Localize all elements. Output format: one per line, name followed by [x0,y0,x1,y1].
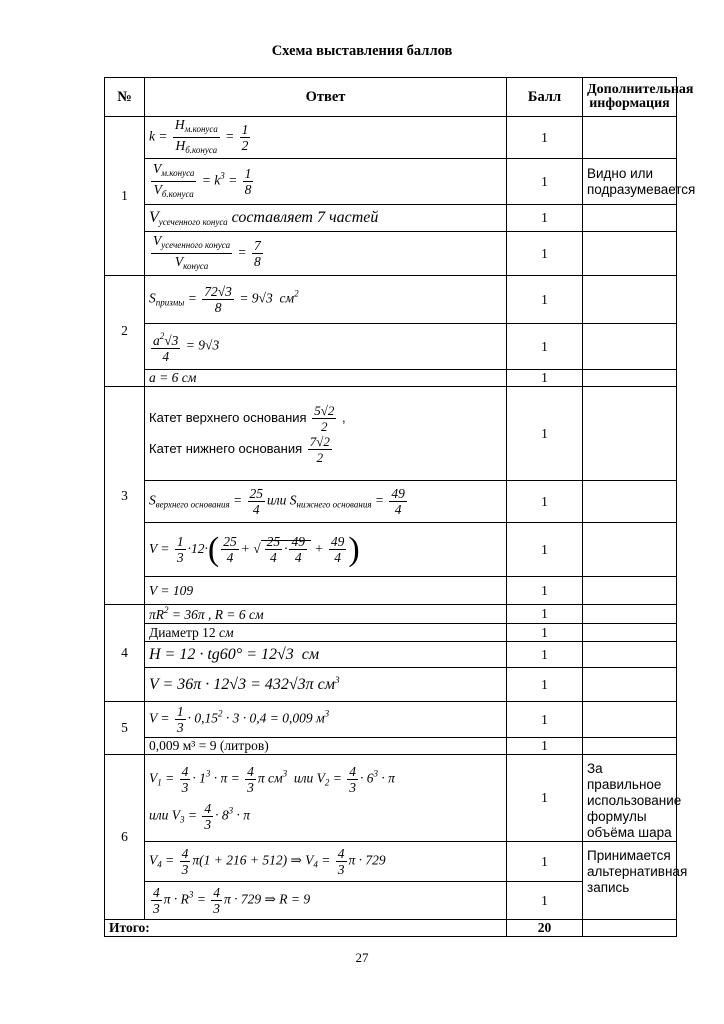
task1-row4 [105,232,677,276]
task1-info1 [583,117,677,159]
task4-unit3: см [301,645,320,663]
task3-info1 [583,387,677,481]
header-number: № [105,78,145,117]
header-score: Балл [507,78,583,117]
task5-score2: 1 [507,738,583,755]
task1-score2: 1 [507,159,583,205]
task1-score4: 1 [507,232,583,276]
header-answer: Ответ [145,78,507,117]
task1-score1: 1 [507,117,583,159]
task3-row1 [105,387,677,481]
task3-number: 3 [105,387,145,605]
task1-answer1: k = $\frac{H_{м.конуса}}{H_{б.конуса}}$ = $\frac{1}{2}$ [145,117,507,159]
task3-score1: 1 [507,387,583,481]
task2-score3: 1 [507,370,583,387]
task1-info3 [583,205,677,232]
page-number: 27 [355,950,369,965]
task2-answer3: a = 6 см [145,370,507,387]
task4-score1: 1 [507,605,583,624]
task4-answer2 [145,624,507,642]
task5-info1 [583,702,677,738]
task6-row2 [105,842,677,882]
task5-number: 5 [105,702,145,755]
task3-score3: 1 [507,523,583,577]
task2-info2 [583,324,677,370]
task6-answer1: $V_1$ = $\frac{4}{3}$ · $1^3 \cdot \pi$ = $\frac{4}{3}$ π $см^3$ или $V_2$ = $\frac{4}{3}$ · $6^3 \cdot \pi$ или $V_3$ = $\frac{4}{3}$ · $8^3 \cdot \pi$ [145,755,507,842]
task5-row2 [105,738,677,755]
header-row [105,78,677,117]
total-label: Итого: [105,920,507,937]
task4-score4: 1 [507,668,583,702]
task4-unit2: см [219,624,234,640]
task4-info2 [583,624,677,642]
task4-diameter-text: Диаметр 12 [149,624,216,640]
task1-info4 [583,232,677,276]
task2-number: 2 [105,276,145,387]
task6-answer3: $\frac{4}{3}$ $\pi \cdot R^3$ = $\frac{4}{3}$ π · 729 ⇒ R = 9 [145,882,507,920]
task2-answer1: $S_{призмы}$ = $\frac{72√3}{8}$ = 9√3 $см^2$ [145,276,507,324]
task3-score4: 1 [507,577,583,605]
task4-info4 [583,668,677,702]
scoring-table [104,77,696,937]
task4-answer3: H = 12 · tg60° = 12√3 см [145,642,507,668]
task4-info3 [583,642,677,668]
task1-row1 [105,117,677,159]
task6-answer2: $V_4$ = $\frac{4}{3}$ π(1 + 216 + 512) ⇒ $V_4$ = $\frac{4}{3}$ π · 729 [145,842,507,882]
task2-info3 [583,370,677,387]
task6-score2: 1 [507,842,583,882]
task6-info1: За правильное использование формулы объёма шара [583,755,677,842]
task1-answer3: $V_{усеченного конуса}$ составляет 7 частей [145,205,507,232]
task3-leg-upper-label: Катет верхнего основания [149,409,307,425]
task1-row3 [105,205,677,232]
task1-answer4: $\frac{V_{усеченного конуса}}{V_{конуса}}$ = $\frac{7}{8}$ [145,232,507,276]
task3-info4 [583,577,677,605]
task5-score1: 1 [507,702,583,738]
task4-row1 [105,605,677,624]
task3-leg-lower-label: Катет нижнего основания [149,440,303,456]
task3-info3 [583,523,677,577]
task3-answer4: V = 109 [145,577,507,605]
task3-score2: 1 [507,481,583,523]
task4-row4 [105,668,677,702]
total-score: 20 [507,920,583,937]
task3-row2 [105,481,677,523]
task5-info2 [583,738,677,755]
task2-row3 [105,370,677,387]
task1-info2: Видно или подразумевается [583,159,677,205]
task3-answer3: V = $\frac{1}{3}$ ·12·( $\frac{25}{4}$ + √ $\frac{25}{4}$ · $\frac{49}{4}$ + $\frac{49}{4}$ ) [145,523,507,577]
task4-unit4: см [317,676,335,693]
task2-unit: см [279,290,295,306]
task4-unit1: см [249,607,264,622]
task2-row1 [105,276,677,324]
task4-answer4: V = 36π · 12√3 = 432√3π $см^3$ [145,668,507,702]
task3-answer2: $S_{верхнего основания}$ = $\frac{25}{4}$ или $S_{нижнего основания}$ = $\frac{49}{4}$ [145,481,507,523]
task3-row3 [105,523,677,577]
task1-answer2: $\frac{V_{м.конуса}}{V_{б.конуса}}$ = $k^3$ = $\frac{1}{8}$ [145,159,507,205]
task4-row3 [105,642,677,668]
task4-score2: 1 [507,624,583,642]
task1-row2 [105,159,677,205]
task3-answer1: Катет верхнего основания $\frac{5√2}{2}$ , Катет нижнего основания $\frac{7√2}{2}$ [145,387,507,481]
task5-answer1: V = $\frac{1}{3}$ · $0,15^2 \cdot 3 \cdot 0,4 = 0,009$ $м^3$ [145,702,507,738]
task1-answer3-text: составляет 7 частей [231,209,379,226]
task1-number: 1 [105,117,145,276]
total-info [583,920,677,937]
total-row [105,920,677,937]
task6-score3: 1 [507,882,583,920]
task4-answer1: $\pi R^2 = 36\pi$ , R = 6 см [145,605,507,624]
task6-number: 6 [105,755,145,920]
task4-row2 [105,624,677,642]
task2-score1: 1 [507,276,583,324]
task2-info1 [583,276,677,324]
task2-score2: 1 [507,324,583,370]
task1-score3: 1 [507,205,583,232]
task6-score1: 1 [507,755,583,842]
task4-info1 [583,605,677,624]
task6-info2: Принимается альтернативная запись [583,842,677,920]
task5-answer2: 0,009 м³ = 9 (литров) [145,738,507,755]
task2-row2 [105,324,677,370]
task3-row4 [105,577,677,605]
task4-score3: 1 [507,642,583,668]
task4-number: 4 [105,605,145,702]
task2-answer2: $\frac{a^2√3}{4}$ = 9√3 [145,324,507,370]
task3-info2 [583,481,677,523]
header-additional-info: Дополнительная информация [583,78,677,117]
task5-row1 [105,702,677,738]
page-title: Схема выставления баллов [271,43,453,59]
task6-row1 [105,755,677,842]
